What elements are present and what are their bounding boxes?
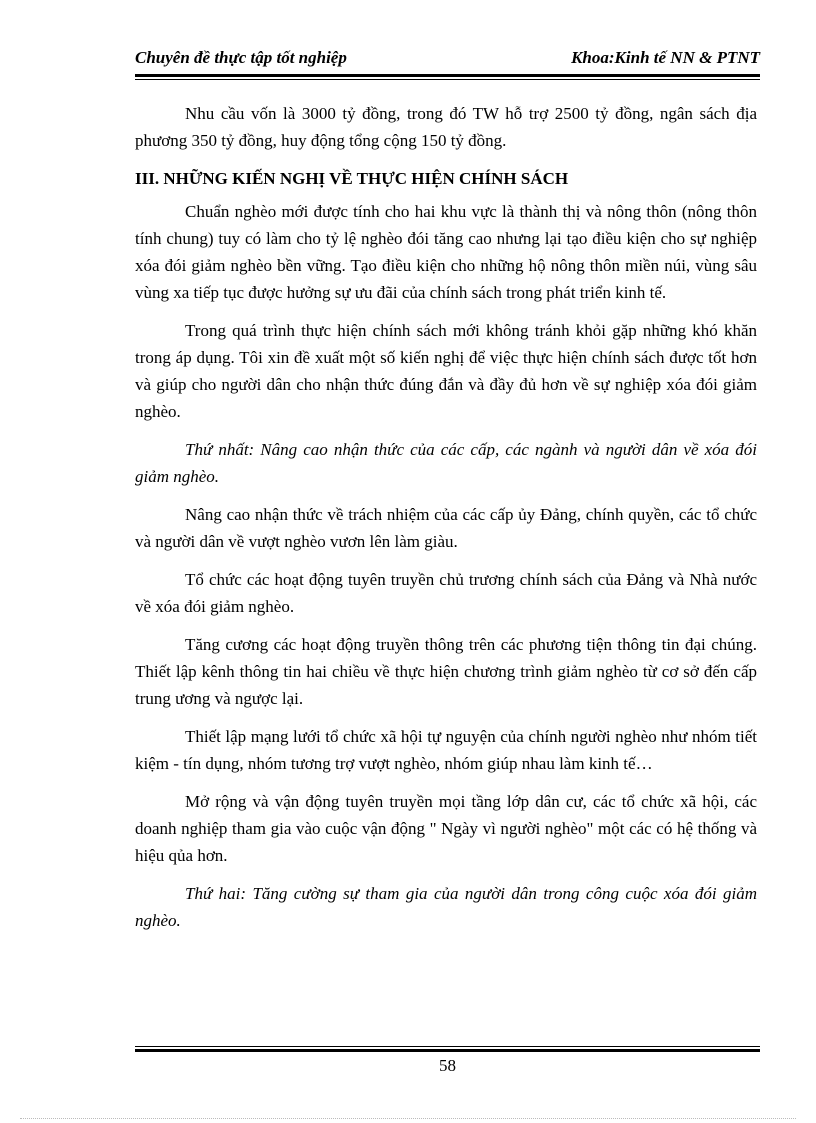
page-bottom-divider	[20, 1118, 796, 1119]
paragraph-difficulties: Trong quá trình thực hiện chính sách mới không tránh khỏi gặp những khó khăn trong áp dụng. Tôi xin đề xuất một số kiến nghị để việc thực hiện chính sách được tốt hơn và giúp cho người dân cho nhận thức đúng đắn và đầy đủ hơn về sự nghiệp xóa đói giảm nghèo.	[135, 321, 757, 421]
footer-rule-thin	[135, 1046, 760, 1047]
header-rule-thin	[135, 79, 760, 80]
header-left-title: Chuyên đề thực tập tốt nghiệp	[135, 48, 347, 67]
page-body	[135, 100, 757, 945]
paragraph-capital-needs: Nhu cầu vốn là 3000 tỷ đồng, trong đó TW hỗ trợ 2500 tỷ đồng, ngân sách địa phương 350 tỷ đồng, huy động tổng cộng 150 tỷ đồng.	[135, 104, 757, 150]
paragraph-propaganda: Tổ chức các hoạt động tuyên truyền chủ trương chính sách của Đảng và Nhà nước về xóa đói giảm nghèo.	[135, 570, 757, 616]
footer-rule-thick	[135, 1049, 760, 1052]
paragraph-new-poverty-line: Chuẩn nghèo mới được tính cho hai khu vực là thành thị và nông thôn (nông thôn tính chung) tuy có làm cho tỷ lệ nghèo đói tăng cao nhưng lại tạo điều kiện cho sự nghiệp xóa đói giảm nghèo bền vững. Tạo điều kiện cho những hộ nông thôn miền núi, vùng sâu vùng xa tiếp tục được hưởng sự ưu đãi của chính sách trong phát triển kinh tế.	[135, 202, 757, 302]
paragraph-raise-awareness: Nâng cao nhận thức về trách nhiệm của các cấp ủy Đảng, chính quyền, các tổ chức và người dân về vượt nghèo vươn lên làm giàu.	[135, 505, 757, 551]
paragraph-media: Tăng cương các hoạt động truyền thông trên các phương tiện thông tin đại chúng. Thiết lập kênh thông tin hai chiều về thực hiện chương trình giảm nghèo từ cơ sở đến cấp trung ương và ngược lại.	[135, 635, 757, 708]
paragraph-mobilization: Mở rộng và vận động tuyên truyền mọi tầng lớp dân cư, các tổ chức xã hội, các doanh nghiệp tham gia vào cuộc vận động " Ngày vì người nghèo" một các có hệ thống và hiệu qủa hơn.	[135, 792, 757, 865]
paragraph-first-recommendation: Thứ nhất: Nâng cao nhận thức của các cấp, các ngành và người dân về xóa đói giảm nghèo.	[135, 440, 757, 486]
section-heading: III. NHỮNG KIẾN NGHỊ VỀ THỰC HIỆN CHÍNH SÁCH	[135, 169, 569, 188]
header-right-title: Khoa:Kinh tế NN & PTNT	[571, 48, 760, 67]
header-rule-thick	[135, 74, 760, 77]
page-number: 58	[439, 1056, 456, 1075]
paragraph-network: Thiết lập mạng lưới tổ chức xã hội tự nguyện của chính người nghèo như nhóm tiết kiệm - tín dụng, nhóm tương trợ vượt nghèo, nhóm giúp nhau làm kinh tế…	[135, 727, 757, 773]
paragraph-second-recommendation: Thứ hai: Tăng cường sự tham gia của người dân trong công cuộc xóa đói giảm nghèo.	[135, 884, 757, 930]
page-header	[135, 48, 760, 74]
